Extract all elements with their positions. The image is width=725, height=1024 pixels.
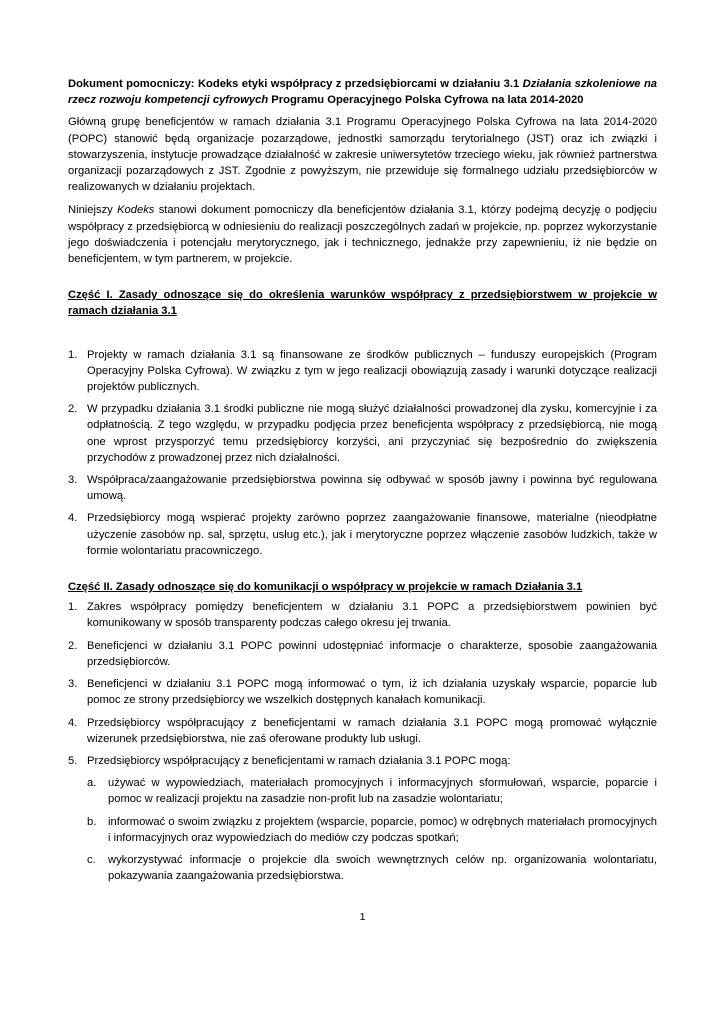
section1-heading: Część I. Zasady odnoszące się do określenia warunków współpracy z przedsiębiorstwem w projekcie w ramach działania 3.1 [68, 289, 657, 318]
section2-sublist [87, 775, 657, 884]
list-item-text: Przedsiębiorcy współpracujący z beneficjentami w ramach działania 3.1 POPC mogą: [87, 754, 511, 767]
sublist-item-letter: b. [87, 815, 97, 828]
list-item [68, 510, 657, 559]
title-italic-part: Działania szkoleniowe na rzecz rozwoju kompetencji cyfrowych [68, 78, 658, 107]
section2-list [68, 599, 657, 884]
sublist-item-text: informować o swoim związku z projektem (wsparcie, poparcie, pomoc) w odrębnych materiałach promocyjnych i informacyjnych oraz wypowiedziach do mediów czy podczas spotkań; [108, 815, 657, 844]
list-item-text: Beneficjenci w działaniu 3.1 POPC powinni udostępniać informacje o charakterze, sposobie zaangażowania przedsiębiorców. [87, 639, 657, 668]
intro-paragraph: Główną grupę beneficjentów w ramach działania 3.1 Programu Operacyjnego Polska Cyfrowa na lata 2014-2020 (POPC) stanowić będą organizacje pozarządowe, jednostki samorządu terytorialnego (JST) oraz ich związki i stowarzyszenia, instytucje prowadzące działalność w zakresie uniwersytetów trzeciego wieku, jak również partnerstwa organizacji pozarządowych z JST. Zgodnie z powyższym, nie przewiduje się formalnego udziału przedsiębiorców w realizowanych w działaniu projektach. [68, 116, 657, 194]
list-item-text: Przedsiębiorcy współpracujący z beneficjentami w ramach działania 3.1 POPC mogą promować wyłącznie wizerunek przedsiębiorstwa, nie zaś oferowane produkty lub usługi. [87, 716, 657, 745]
title-part2: Programu Operacyjnego Polska Cyfrowa na lata 2014-2020 [268, 94, 584, 107]
list-item-text: Współpraca/zaangażowanie przedsiębiorstwa powinna się odbywać w sposób jawny i powinna być regulowana umową. [87, 474, 657, 503]
document-title [68, 76, 657, 108]
list-item [68, 472, 657, 504]
section2-heading: Część II. Zasady odnoszące się do komunikacji o współpracy w projekcie w ramach Działania 3.1 [68, 581, 583, 594]
sublist-item [87, 814, 657, 846]
sublist-item [87, 775, 657, 807]
list-item-number: 3. [68, 474, 78, 487]
second-paragraph-italic: Kodeks [117, 204, 155, 217]
sublist-item [87, 852, 657, 884]
second-paragraph [68, 202, 657, 267]
second-paragraph-start: Niniejszy [68, 204, 118, 217]
list-item-text: Beneficjenci w działaniu 3.1 POPC mogą informować o tym, iż ich działania uzyskały wsparcie, poparcie lub pomoc ze strony przedsiębiorcy we wszelkich dostępnych kanałach komunikacji. [87, 678, 657, 707]
title-part1: Dokument pomocniczy: Kodeks etyki współpracy z przedsiębiorcami w działaniu 3.1 [68, 78, 523, 90]
sublist-item-text: wykorzystywać informacje o projekcie dla swoich wewnętrznych celów np. organizowania wolontariatu, pokazywania zaangażowania przedsiębiorstwa. [108, 853, 657, 883]
list-item [68, 599, 657, 631]
list-item-number: 1. [68, 601, 78, 614]
list-item [68, 676, 657, 708]
list-item-number: 4. [68, 716, 78, 729]
list-item [68, 347, 657, 396]
list-item-text: Zakres współpracy pomiędzy beneficjentem w działaniu 3.1 POPC a przedsiębiorstwem powinien być komunikowany w sposób transparenty podczas całego okresu jej trwania. [87, 601, 657, 630]
list-item-text: W przypadku działania 3.1 środki publiczne nie mogą służyć działalności prowadzonej dla zysku, komercyjnie i za odpłatnością. Z tego względu, w przypadku podjęcia przez beneficjenta współpracy z przedsiębiorcą, nie mogą one wprost przysporzyć temu przedsiębiorcy korzyści, ani przyczyniać się bezpośrednio do zwiększenia przychodów z prowadzonej przez nich działalności. [87, 403, 657, 464]
sublist-item-text: używać w wypowiedziach, materiałach promocyjnych i informacyjnych sformułowań, wsparcie, poparcie i pomoc w realizacji projektu na zasadzie non-profit lub na zasadzie wolontariatu; [108, 777, 657, 806]
sublist-item-letter: c. [87, 853, 96, 866]
list-item-number: 3. [68, 678, 78, 691]
list-item-number: 4. [68, 512, 78, 525]
list-item-number: 5. [68, 754, 78, 767]
list-item-text: Projekty w ramach działania 3.1 są finansowane ze środków publicznych – funduszy europejskich (Program Operacyjny Polska Cyfrowa). W związku z tym w jego realizacji obowiązują zasady i warunki dotyczące realizacji projektów publicznych. [87, 348, 657, 394]
list-item-text: Przedsiębiorcy mogą wspierać projekty zarówno poprzez zaangażowanie finansowe, materialne (nieodpłatne użyczenie zasobów np. sal, sprzętu, usług etc.), jak i merytoryczne poprzez włączenie zasobów ludzkich, także w formie wolontariatu pracowniczego. [87, 512, 657, 557]
list-item [68, 401, 657, 466]
list-item [68, 715, 657, 747]
section1-list [68, 347, 657, 559]
list-item [68, 638, 657, 670]
second-paragraph-rest: stanowi dokument pomocniczy dla beneficjentów działania 3.1, którzy podejmą decyzję o podjęciu współpracy z przedsiębiorcą w odniesieniu do realizacji poszczególnych zadań w projekcie, np. poprzez wykorzystanie jego doświadczenia i potencjału merytorycznego, jak i technicznego, jednakże przy zapewnieniu, iż nie będzie on beneficjentem, w tym partnerem, w projekcie. [68, 204, 657, 266]
list-item-number: 2. [68, 639, 78, 652]
sublist-item-letter: a. [87, 777, 97, 790]
list-item [68, 753, 657, 884]
page-number: 1 [359, 911, 366, 923]
list-item-number: 2. [68, 403, 78, 416]
list-item-number: 1. [68, 348, 78, 361]
